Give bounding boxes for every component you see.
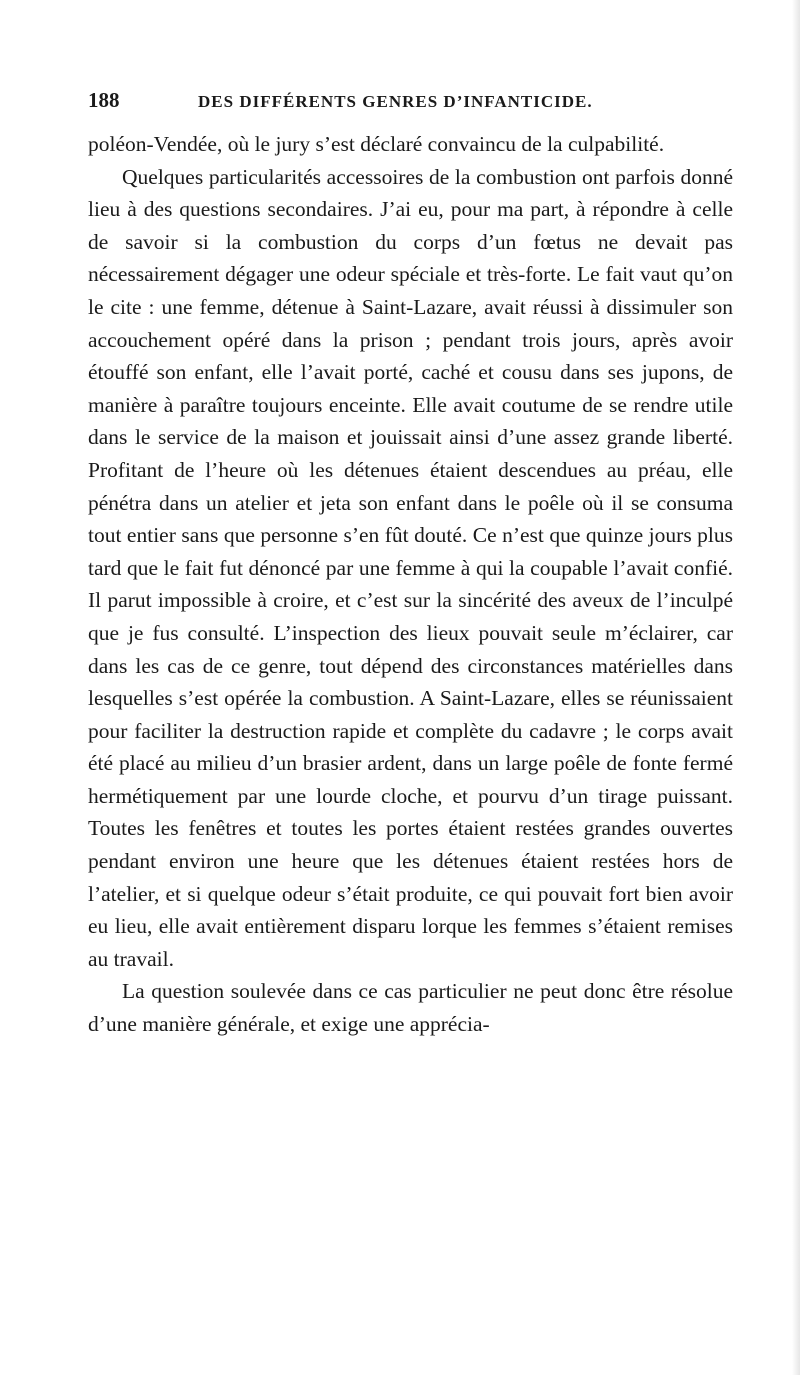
running-title: DES DIFFÉRENTS GENRES D’INFANTICIDE.	[198, 92, 593, 111]
page-number: 188	[88, 88, 120, 112]
body-text	[88, 128, 733, 1041]
paragraph-continuation: poléon-Vendée, où le jury s’est déclaré convaincu de la culpabilité.	[88, 132, 665, 156]
paragraph-conclusion: La question soulevée dans ce cas particulier ne peut donc être résolue d’une manière générale, et exige une apprécia-	[88, 979, 733, 1037]
page-edge-shadow	[792, 0, 800, 1375]
paragraph-combustion-case: Quelques particularités accessoires de la combustion ont parfois donné lieu à des questions secondaires. J’ai eu, pour ma part, à répondre à celle de savoir si la combustion du corps d’un fœtus ne devait pas nécessairement dégager une odeur spéciale et très-forte. Le fait vaut qu’on le cite : une femme, détenue à Saint-Lazare, avait réussi à dissimuler son accouchement opéré dans la prison ; pendant trois jours, après avoir étouffé son enfant, elle l’avait porté, caché et cousu dans ses jupons, de manière à paraître toujours enceinte. Elle avait coutume de se rendre utile dans le service de la maison et jouissait ainsi d’une assez grande liberté. Profitant de l’heure où les détenues étaient descendues au préau, elle pénétra dans un atelier et jeta son enfant dans le poêle où il se consuma tout entier sans que personne s’en fût douté. Ce n’est que quinze jours plus tard que le fait fut dénoncé par une femme à qui la coupable l’avait confié. Il parut impossible à croire, et c’est sur la sincérité des aveux de l’inculpé que je fus consulté. L’inspection des lieux pouvait seule m’éclairer, car dans les cas de ce genre, tout dépend des circonstances matérielles dans lesquelles s’est opérée la combustion. A Saint-Lazare, elles se réunissaient pour faciliter la destruction rapide et complète du cadavre ; le corps avait été placé au milieu d’un brasier ardent, dans un large poêle de fonte fermé hermétiquement par une lourde cloche, et pourvu d’un tirage puissant. Toutes les fenêtres et toutes les portes étaient restées grandes ouvertes pendant environ une heure que les détenues étaient restées hors de l’atelier, et si quelque odeur s’était produite, ce qui pouvait fort bien avoir eu lieu, elle avait entièrement disparu lorque les femmes s’étaient remises au travail.	[88, 164, 733, 971]
running-head	[88, 88, 733, 124]
book-page	[88, 88, 733, 1041]
